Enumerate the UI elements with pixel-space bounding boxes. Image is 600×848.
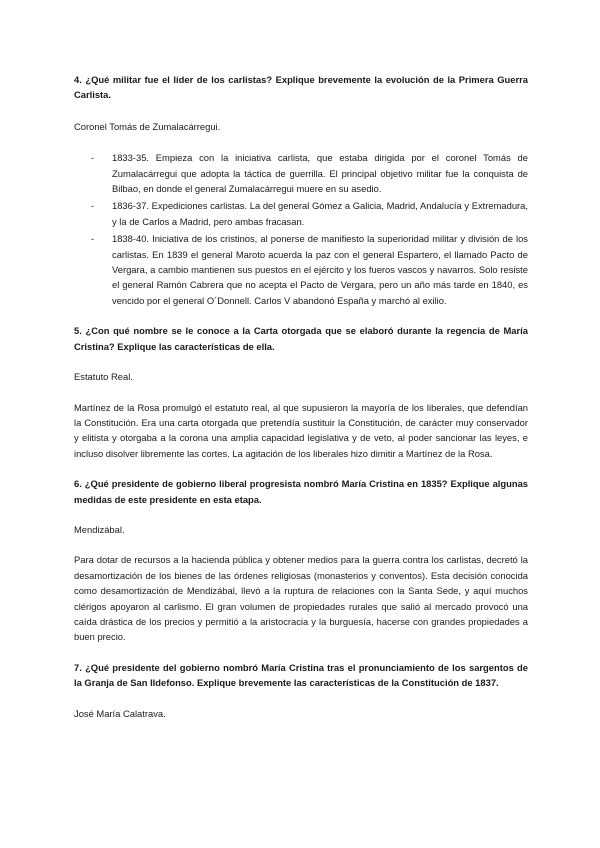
answer-4: Coronel Tomás de Zumalacárregui. (74, 120, 221, 132)
bullet-dash: - (91, 233, 95, 245)
list-item (74, 198, 528, 229)
bullet-dash: - (91, 152, 95, 164)
list-item-text: 1838-40. Iniciativa de los cristinos, al ponerse de manifiesto la superioridad militar y división de los carlistas. En 1839 el general Maroto acuerda la paz con el general Espartero, el llamado Pacto de Vergara, a cambio mantienen sus puestos en el ejército y los fueros vascos y navarros. Solo resiste el general Ramón Cabrera que no acepta el Pacto de Vergara, pero un año más tarde en 1840, es vencido por el general O´Donnell. Carlos V abandonó España y marchó al exilio. (112, 233, 528, 306)
list-item (74, 231, 528, 308)
list-item-text: 1833-35. Empieza con la iniciativa carlista, que estaba dirigida por el coronel Tomás de Zumalacárregui que adopta la táctica de guerrilla. El principal objetivo militar fue la conquista de Bilbao, en donde el general Zumalacárregui muere en su asedio. (112, 152, 528, 195)
bullet-list (74, 150, 528, 308)
question-7: 7. ¿Qué presidente del gobierno nombró María Cristina tras el pronunciamiento de los sargentos de la Granja de San Ildefonso. Explique brevemente las características de la Constitución de 1837. (74, 661, 528, 689)
answer-6: Mendizábal. (74, 523, 125, 535)
question-6: 6. ¿Qué presidente de gobierno liberal progresista nombró María Cristina en 1835? Explique algunas medidas de este presidente en esta etapa. (74, 478, 528, 505)
answer-5: Estatuto Real. (74, 371, 133, 383)
answer-7: José María Calatrava. (74, 707, 166, 719)
list-item (74, 150, 528, 196)
explanation-5: Martínez de la Rosa promulgó el estatuto real, al que supusieron la mayoría de los liberales, que defendían la Constitución. Era una carta otorgada que pretendía sustituir la Constitución, de carácter muy conservador y elitista y otorgaba a la corona una amplia capacidad legislativa y de veto, al poder sancionar las leyes, e incluso disolver libremente las cortes. La agitación de los liberales hizo dimitir a Martínez de la Rosa. (74, 401, 528, 459)
question-5: 5. ¿Con qué nombre se le conoce a la Carta otorgada que se elaboró durante la regencia de María Cristina? Explique las características de ella. (74, 325, 528, 352)
bullet-dash: - (91, 200, 95, 212)
list-item-text: 1836-37. Expediciones carlistas. La del general Gómez a Galicia, Madrid, Andalucía y Extremadura, y la de Carlos a Madrid, pero ambas fracasan. (112, 200, 528, 227)
question-4: 4. ¿Qué militar fue el líder de los carlistas? Explique brevemente la evolución de la Primera Guerra Carlista. (74, 74, 528, 101)
explanation-6: Para dotar de recursos a la hacienda pública y obtener medios para la guerra contra los carlistas, decretó la desamortización de los bienes de las órdenes religiosas (monasterios y conventos). Esta decisión conocida como desamortización de Mendizábal, llevó a la ruptura de relaciones con la Santa Sede, y aquí muchos clérigos apoyaron al carlismo. El gran volumen de propiedades rurales que salió al mercado provocó una caída drástica de los precios y permitió a la aristocracia y la burguesía, hacerse con grandes propiedades a buen precio. (74, 554, 528, 643)
